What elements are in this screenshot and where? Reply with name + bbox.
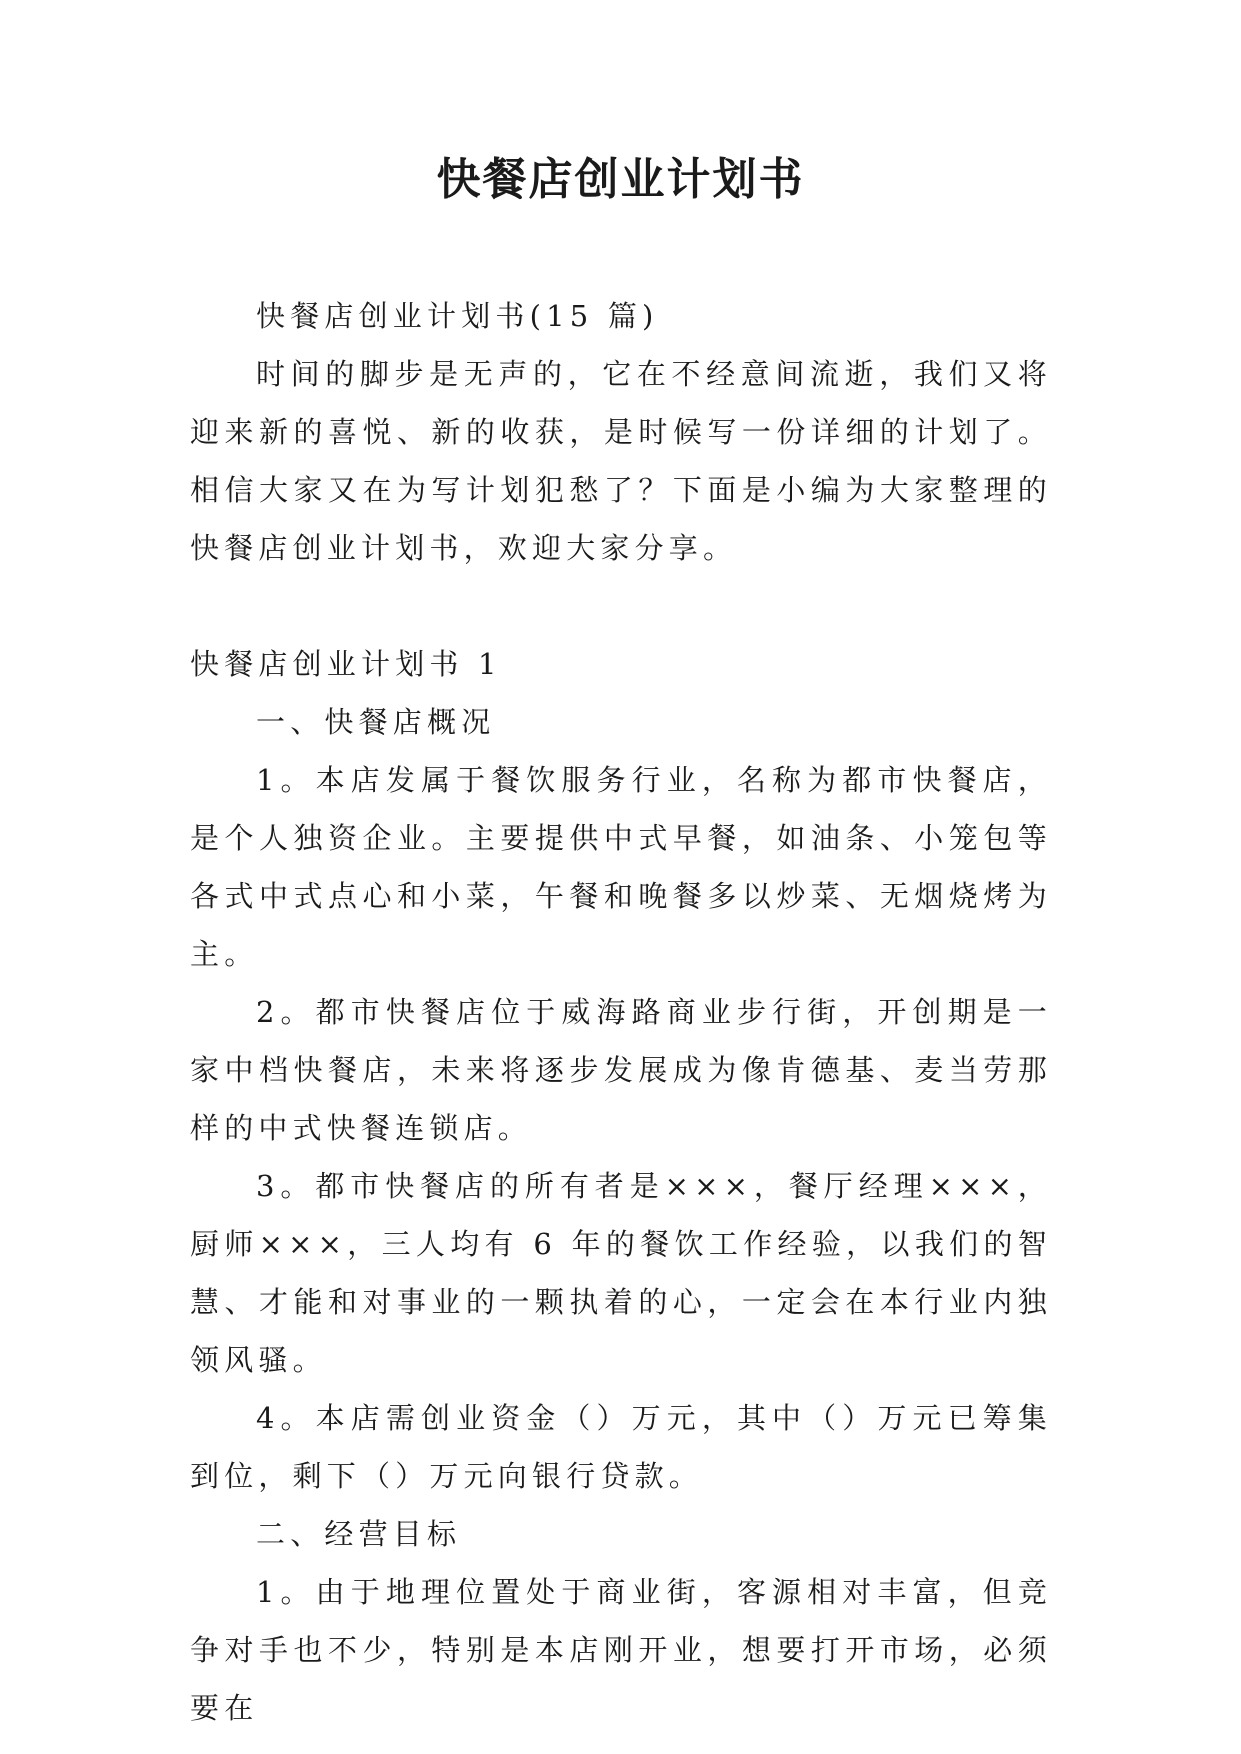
paragraph-4: 4。本店需创业资金（）万元，其中（）万元已筹集到位，剩下（）万元向银行贷款。 bbox=[190, 1401, 1052, 1493]
section-title: 快餐店创业计划书 1 bbox=[190, 647, 502, 681]
paragraph-2: 2。都市快餐店位于威海路商业步行街，开创期是一家中档快餐店，未来将逐步发展成为像肯德基、麦当劳那样的中式快餐连锁店。 bbox=[190, 995, 1052, 1145]
paragraph-1: 1。本店发属于餐饮服务行业，名称为都市快餐店，是个人独资企业。主要提供中式早餐，如油条、小笼包等各式中式点心和小菜，午餐和晚餐多以炒菜、无烟烧烤为主。 bbox=[190, 763, 1052, 971]
heading-overview: 一、快餐店概况 bbox=[256, 705, 496, 739]
document-subtitle: 快餐店创业计划书(15 篇) bbox=[256, 299, 659, 333]
paragraph-3: 3。都市快餐店的所有者是×××，餐厅经理×××，厨师×××，三人均有 6 年的餐饮工作经验，以我们的智慧、才能和对事业的一颗执着的心，一定会在本行业内独领风骚。 bbox=[190, 1169, 1052, 1377]
document-body bbox=[190, 287, 1052, 1737]
document-title: 快餐店创业计划书 bbox=[436, 154, 805, 205]
paragraph-5: 1。由于地理位置处于商业街，客源相对丰富，但竞争对手也不少，特别是本店刚开业，想要打开市场，必须要在 bbox=[190, 1575, 1052, 1725]
heading-goals: 二、经营目标 bbox=[256, 1517, 462, 1551]
intro-paragraph: 时间的脚步是无声的，它在不经意间流逝，我们又将迎来新的喜悦、新的收获，是时候写一份详细的计划了。相信大家又在为写计划犯愁了？下面是小编为大家整理的快餐店创业计划书，欢迎大家分享。 bbox=[190, 357, 1052, 565]
